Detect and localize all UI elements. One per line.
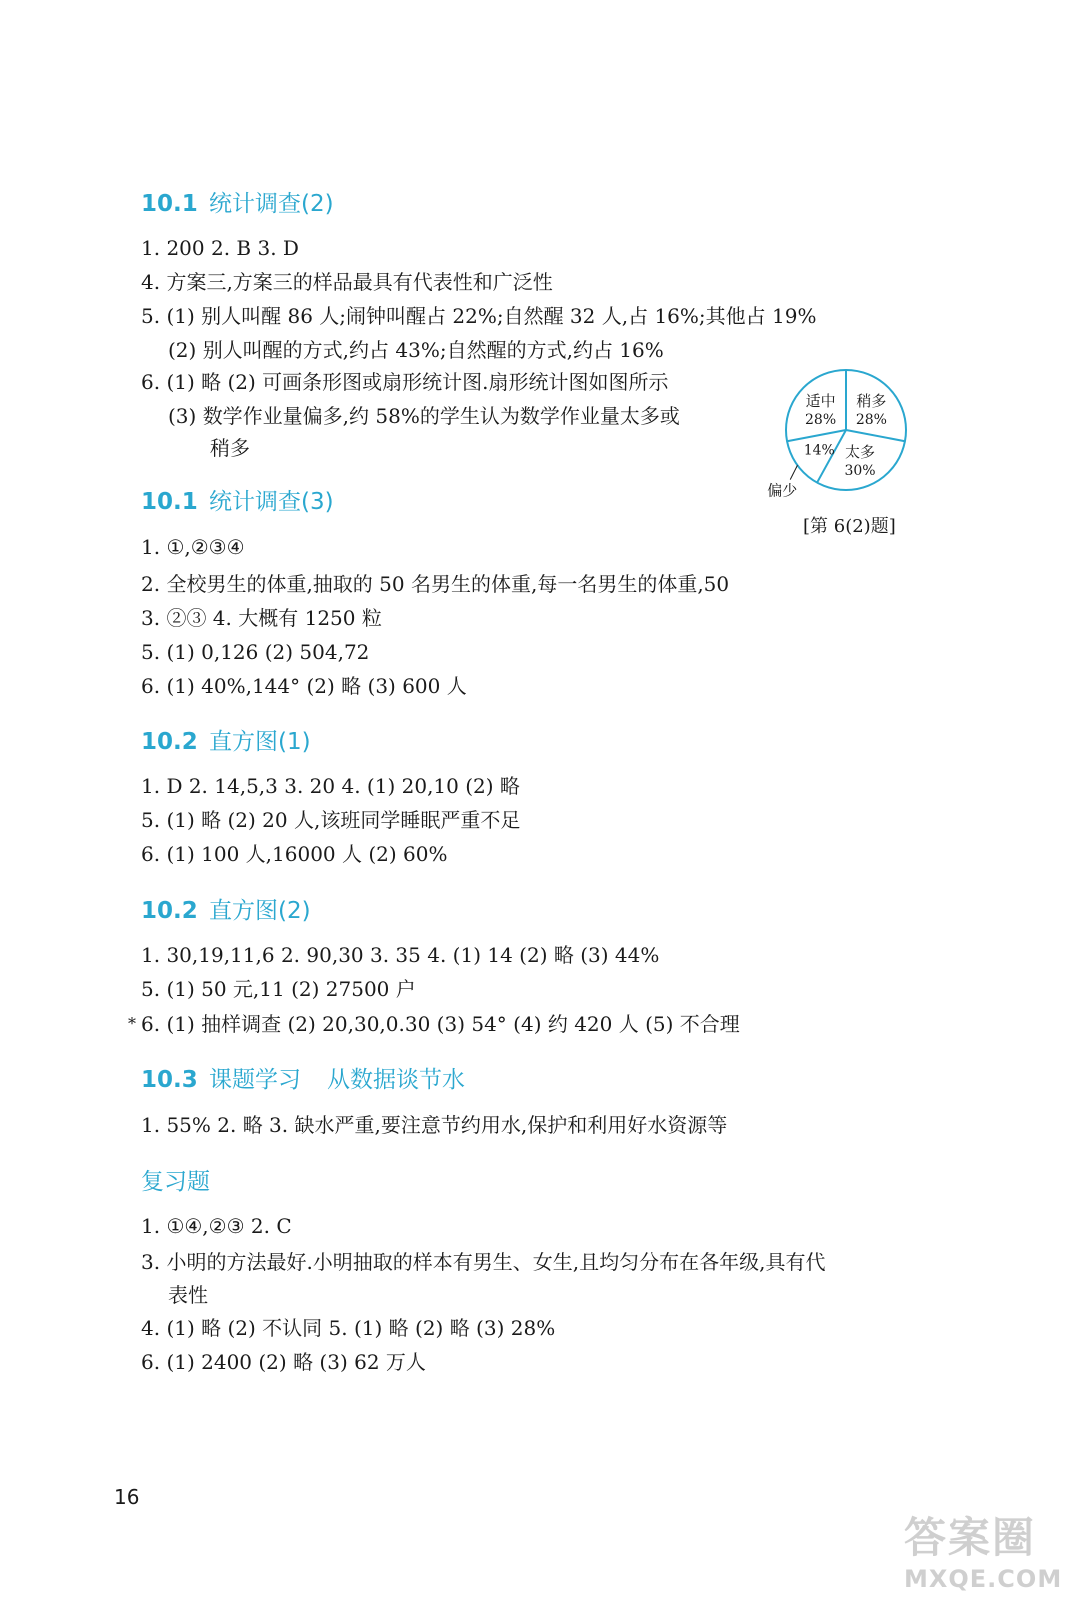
section-number: 10.1 — [141, 191, 198, 217]
pie-slice-value: 28% — [805, 411, 837, 428]
pie-slice-value: 14% — [803, 442, 835, 459]
answer-line: 6. (1) 略 (2) 可画条形图或扇形统计图.扇形统计图如图所示 — [141, 370, 669, 394]
answer-line: 3. 小明的方法最好.小明抽取的样本有男生、女生,且均匀分布在各年级,具有代 — [141, 1250, 826, 1274]
section-number: 10.2 — [141, 898, 198, 924]
section-number: 10.3 — [141, 1067, 198, 1093]
pie-slice-value: 30% — [844, 462, 876, 479]
answer-line: 2. 全校男生的体重,抽取的 50 名男生的体重,每一名男生的体重,50 — [141, 572, 730, 596]
answer-line: 表性 — [168, 1283, 208, 1307]
answer-line: 1. D 2. 14,5,3 3. 20 4. (1) 20,10 (2) 略 — [141, 774, 520, 798]
answer-line: (3) 数学作业量偏多,约 58%的学生认为数学作业量太多或 — [168, 404, 680, 428]
pie-chart-svg — [766, 350, 926, 510]
section-title — [141, 1163, 210, 1196]
answer-line: 5. (1) 0,126 (2) 504,72 — [141, 640, 370, 664]
section-title-text: 直方图(2) — [209, 898, 311, 924]
section-title-text: 统计调查(2) — [209, 191, 334, 217]
answer-line: 6. (1) 40%,144° (2) 略 (3) 600 人 — [141, 674, 467, 698]
answer-line: 3. ②③ 4. 大概有 1250 粒 — [141, 606, 382, 630]
watermark-logo — [904, 1505, 1074, 1595]
section-title — [141, 723, 311, 756]
watermark-text: 答案圈 — [904, 1513, 1037, 1562]
section-title-text: 复习题 — [141, 1169, 210, 1195]
answer-line: 6. (1) 抽样调查 (2) 20,30,0.30 (3) 54° (4) 约 420 人 (5) 不合理 — [141, 1012, 740, 1036]
answer-line: (2) 别人叫醒的方式,约占 43%;自然醒的方式,约占 16% — [168, 338, 664, 362]
answer-line: 1. 200 2. B 3. D — [141, 236, 299, 260]
page-number: 16 — [114, 1485, 140, 1509]
pie-slice-label: 偏少 — [767, 481, 798, 500]
section-title — [141, 483, 334, 516]
section-title — [141, 1061, 465, 1094]
section-title-text: 直方图(1) — [209, 729, 311, 755]
answer-line: 5. (1) 别人叫醒 86 人;闹钟叫醒占 22%;自然醒 32 人,占 16%;其他占 19% — [141, 304, 817, 328]
optional-marker: * — [128, 1014, 136, 1033]
watermark-url: MXQE.COM — [904, 1565, 1063, 1593]
answer-line: 4. (1) 略 (2) 不认同 5. (1) 略 (2) 略 (3) 28% — [141, 1316, 556, 1340]
section-number: 10.2 — [141, 729, 198, 755]
section-title — [141, 185, 334, 218]
answer-line: 5. (1) 50 元,11 (2) 27500 户 — [141, 977, 416, 1001]
section-title-text: 统计调查(3) — [209, 489, 334, 515]
answer-line: 6. (1) 100 人,16000 人 (2) 60% — [141, 842, 448, 866]
answer-line: 1. 30,19,11,6 2. 90,30 3. 35 4. (1) 14 (2) 略 (3) 44% — [141, 943, 660, 967]
pie-slice-label: 太多 — [845, 442, 876, 461]
answer-line: 1. ①,②③④ — [141, 535, 245, 559]
pie-slice-label: 适中 — [805, 391, 836, 410]
pie-leader-line — [790, 465, 797, 479]
section-title — [141, 892, 311, 925]
pie-slice-value: 28% — [855, 411, 887, 428]
pie-slice-boundary — [787, 430, 846, 441]
answer-line: 1. 55% 2. 略 3. 缺水严重,要注意节约用水,保护和利用好水资源等 — [141, 1113, 728, 1137]
section-number: 10.1 — [141, 489, 198, 515]
chart-caption: [第 6(2)题] — [803, 516, 896, 537]
answer-line: 6. (1) 2400 (2) 略 (3) 62 万人 — [141, 1350, 426, 1374]
answer-line: 稍多 — [210, 436, 250, 460]
pie-slice-boundary — [846, 430, 905, 441]
pie-slice-label: 稍多 — [856, 391, 887, 410]
answer-line: 4. 方案三,方案三的样品最具有代表性和广泛性 — [141, 270, 553, 294]
section-subtitle-text: 从数据谈节水 — [327, 1067, 465, 1093]
answer-line: 5. (1) 略 (2) 20 人,该班同学睡眠严重不足 — [141, 808, 521, 832]
section-title-text: 课题学习 — [209, 1067, 301, 1093]
answer-line: 1. ①④,②③ 2. C — [141, 1214, 292, 1238]
